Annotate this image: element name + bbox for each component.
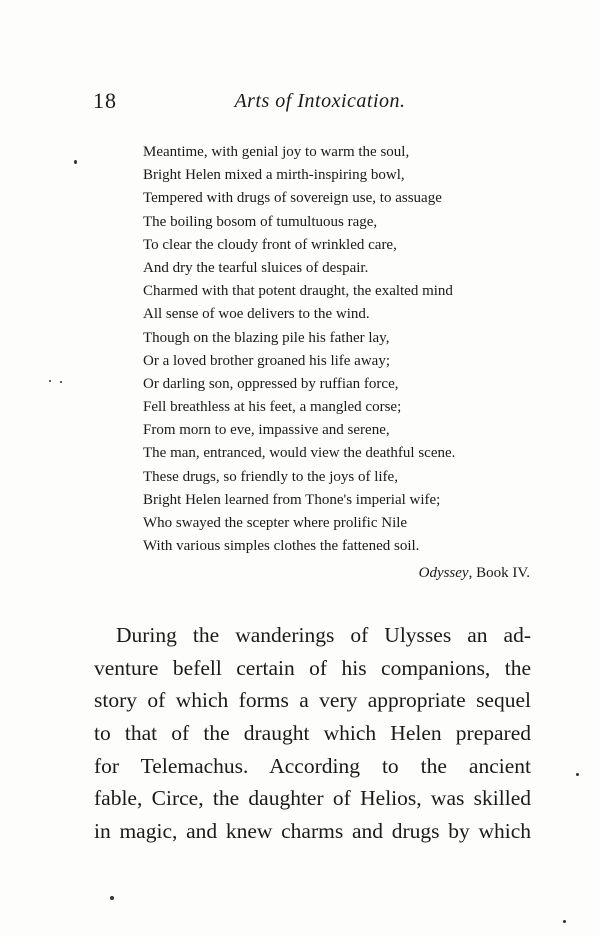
scan-speck bbox=[110, 896, 114, 900]
verse-attribution bbox=[0, 565, 530, 582]
paragraph-line: in magic, and knew charms and drugs by which bbox=[94, 819, 531, 844]
scan-speck bbox=[49, 380, 51, 382]
attribution-book: , Book IV. bbox=[468, 565, 530, 581]
attribution-work-title: Odyssey bbox=[418, 565, 469, 581]
verse-line: Bright Helen learned from Thone's imperial wife; bbox=[143, 491, 441, 508]
verse-line: Meantime, with genial joy to warm the soul, bbox=[143, 144, 410, 160]
verse-line: The boiling bosom of tumultuous rage, bbox=[143, 213, 378, 230]
page-number: 18 bbox=[93, 88, 117, 113]
verse-line: With various simples clothes the fattened soil. bbox=[143, 538, 420, 555]
paragraph-line: fable, Circe, the daughter of Helios, was skilled bbox=[94, 786, 531, 811]
verse-line: These drugs, so friendly to the joys of life, bbox=[143, 468, 398, 485]
scan-speck bbox=[563, 920, 566, 923]
verse-line: Or darling son, oppressed by ruffian force, bbox=[143, 375, 399, 392]
paragraph-line: to that of the draught which Helen prepared bbox=[94, 721, 531, 746]
paragraph-line: for Telemachus. According to the ancient bbox=[94, 753, 531, 778]
verse-line: Tempered with drugs of sovereign use, to assuage bbox=[143, 190, 442, 207]
paragraph-line: During the wanderings of Ulysses an ad- bbox=[116, 623, 531, 647]
scan-speck bbox=[60, 381, 62, 383]
verse-line: And dry the tearful sluices of despair. bbox=[143, 259, 369, 276]
verse-line: Or a loved brother groaned his life away; bbox=[143, 352, 390, 369]
verse-line: The man, entranced, would view the deathful scene. bbox=[143, 445, 456, 462]
running-title: Arts of Intoxication. bbox=[234, 90, 406, 112]
verse-line: To clear the cloudy front of wrinkled care, bbox=[143, 236, 397, 253]
verse-line: From morn to eve, impassive and serene, bbox=[143, 422, 390, 439]
body-paragraph bbox=[94, 619, 531, 848]
verse-line: Who swayed the scepter where prolific Nile bbox=[143, 515, 408, 531]
verse-line: Bright Helen mixed a mirth-inspiring bowl, bbox=[143, 167, 405, 184]
scan-speck bbox=[576, 773, 579, 776]
scan-speck bbox=[74, 160, 77, 164]
verse-quotation bbox=[143, 141, 455, 558]
verse-line: Fell breathless at his feet, a mangled corse; bbox=[143, 399, 402, 416]
paragraph-line: venture befell certain of his companions, the bbox=[94, 655, 531, 680]
paragraph-line: story of which forms a very appropriate sequel bbox=[94, 688, 531, 713]
verse-line: Charmed with that potent draught, the exalted mind bbox=[143, 283, 453, 300]
verse-line: Though on the blazing pile his father lay, bbox=[143, 329, 390, 346]
verse-line: All sense of woe delivers to the wind. bbox=[143, 306, 370, 323]
